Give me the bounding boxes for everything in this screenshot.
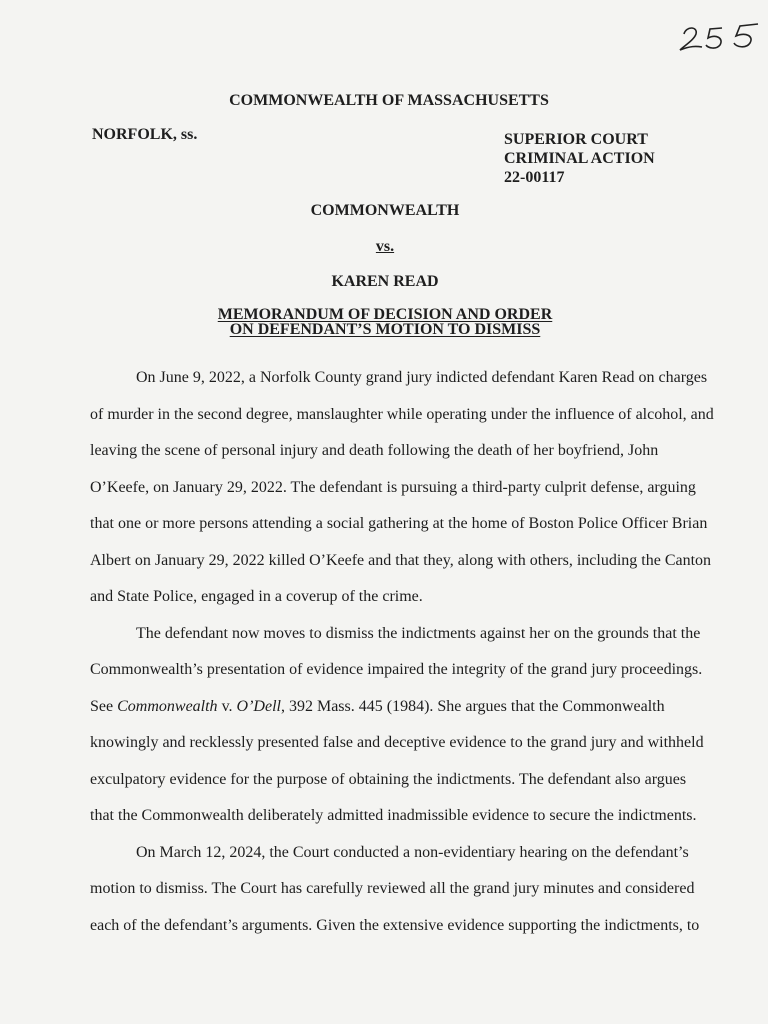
versus-label: vs.	[375, 238, 395, 255]
body-line: knowingly and recklessly presented false and deceptive evidence to the grand jury and withheld	[90, 734, 704, 751]
body-line: O’Keefe, on January 29, 2022. The defendant is pursuing a third-party culprit defense, arguing	[90, 478, 696, 496]
body-line: and State Police, engaged in a coverup of the crime.	[90, 588, 423, 605]
body-line: each of the defendant’s arguments. Given the extensive evidence supporting the indictments, to	[90, 916, 700, 934]
body-line: leaving the scene of personal injury and death following the death of her boyfriend, John	[90, 442, 659, 459]
case-name-2: O’Dell	[236, 697, 281, 715]
body-line: The defendant now moves to dismiss the indictments against her on the grounds that the	[136, 624, 701, 642]
body-line: Albert on January 29, 2022 killed O’Keefe and that they, along with others, including the Canton	[90, 551, 712, 569]
body-line: motion to dismiss. The Court has carefully reviewed all the grand jury minutes and considered	[90, 880, 695, 897]
body-line: that one or more persons attending a social gathering at the home of Boston Police Officer Brian	[90, 515, 708, 532]
party-commonwealth: COMMONWEALTH	[310, 202, 460, 219]
county-label: NORFOLK, ss.	[92, 126, 198, 143]
docket-number: 22-00117	[504, 169, 565, 186]
body-line: exculpatory evidence for the purpose of obtaining the indictments. The defendant also argues	[90, 770, 687, 788]
versus-wrap	[0, 238, 768, 256]
body-line: Commonwealth’s presentation of evidence impaired the integrity of the grand jury proceedings.	[90, 661, 703, 678]
citation-suffix: , 392 Mass. 445 (1984). She argues that the Commonwealth	[280, 697, 665, 715]
case-name: Commonwealth	[117, 697, 218, 715]
action-type: CRIMINAL ACTION	[504, 150, 655, 167]
commonwealth-heading: COMMONWEALTH OF MASSACHUSETTS	[229, 92, 549, 109]
body-line: that the Commonwealth deliberately admitted inadmissible evidence to secure the indictments.	[90, 807, 697, 824]
body-line: On March 12, 2024, the Court conducted a non-evidentiary hearing on the defendant’s	[136, 843, 689, 861]
case-versus: v.	[217, 697, 237, 715]
court-name: SUPERIOR COURT	[504, 131, 648, 148]
party-defendant: KAREN READ	[331, 273, 439, 290]
see-prefix: See	[90, 697, 118, 715]
court-caption	[504, 130, 655, 187]
memo-title-line2: ON DEFENDANT’S MOTION TO DISMISS	[229, 321, 541, 338]
memorandum-title	[0, 307, 768, 337]
memo-title-line1: MEMORANDUM OF DECISION AND ORDER	[217, 306, 553, 323]
body-line: of murder in the second degree, manslaughter while operating under the influence of alcohol, and	[90, 405, 714, 423]
memorandum-body	[90, 360, 714, 944]
citation-line	[90, 689, 690, 726]
body-line: On June 9, 2022, a Norfolk County grand jury indicted defendant Karen Read on charges	[136, 369, 708, 386]
handwritten-page-number	[672, 16, 762, 60]
